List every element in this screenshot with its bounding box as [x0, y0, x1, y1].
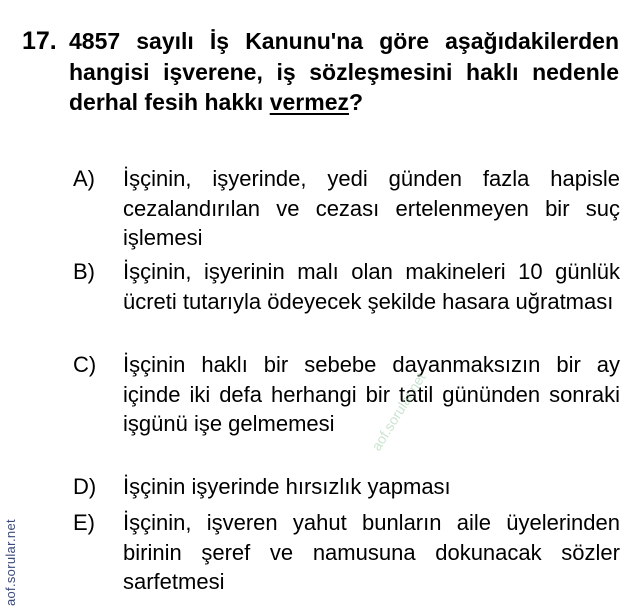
- option-d-letter: D): [73, 474, 97, 499]
- option-c-text: İşçinin haklı bir sebebe dayanmaksızın bir ay içinde iki defa herhangi bir tatil gününden sonraki işgünü işe gelmemesi: [123, 352, 620, 436]
- question-stem-text: 4857 sayılı İş Kanunu'na göre aşağıdakilerden hangisi işverene, iş sözleşmesini haklı nedenle derhal fesih hakkı: [69, 28, 619, 115]
- question-stem-negation: vermez: [269, 89, 349, 115]
- side-watermark: aof.sorular.net: [3, 519, 18, 606]
- option-d-text: İşçinin işyerinde hırsızlık yapması: [123, 474, 451, 499]
- question-number: 17.: [22, 27, 57, 55]
- option-e-text: İşçinin, işveren yahut bunların aile üyelerinden birinin şeref ve namusuna dokunacak sözler sarfetmesi: [123, 510, 620, 594]
- option-e-letter: E): [73, 510, 95, 535]
- question-stem: [69, 26, 619, 118]
- option-a-text: İşçinin, işyerinde, yedi günden fazla hapisle cezalandırılan ve cezası ertelenmeyen bir suç işlemesi: [123, 166, 620, 250]
- option-a-letter: A): [73, 166, 95, 191]
- option-b-text: İşçinin, işyerinin malı olan makineleri 10 günlük ücreti tutarıyla ödeyecek şekilde hasara uğratması: [123, 259, 620, 314]
- question-stem-end: ?: [348, 89, 364, 115]
- diagonal-watermark: aof.sorular.net: [368, 369, 429, 454]
- option-b-letter: B): [73, 259, 95, 284]
- option-c-letter: C): [73, 352, 97, 377]
